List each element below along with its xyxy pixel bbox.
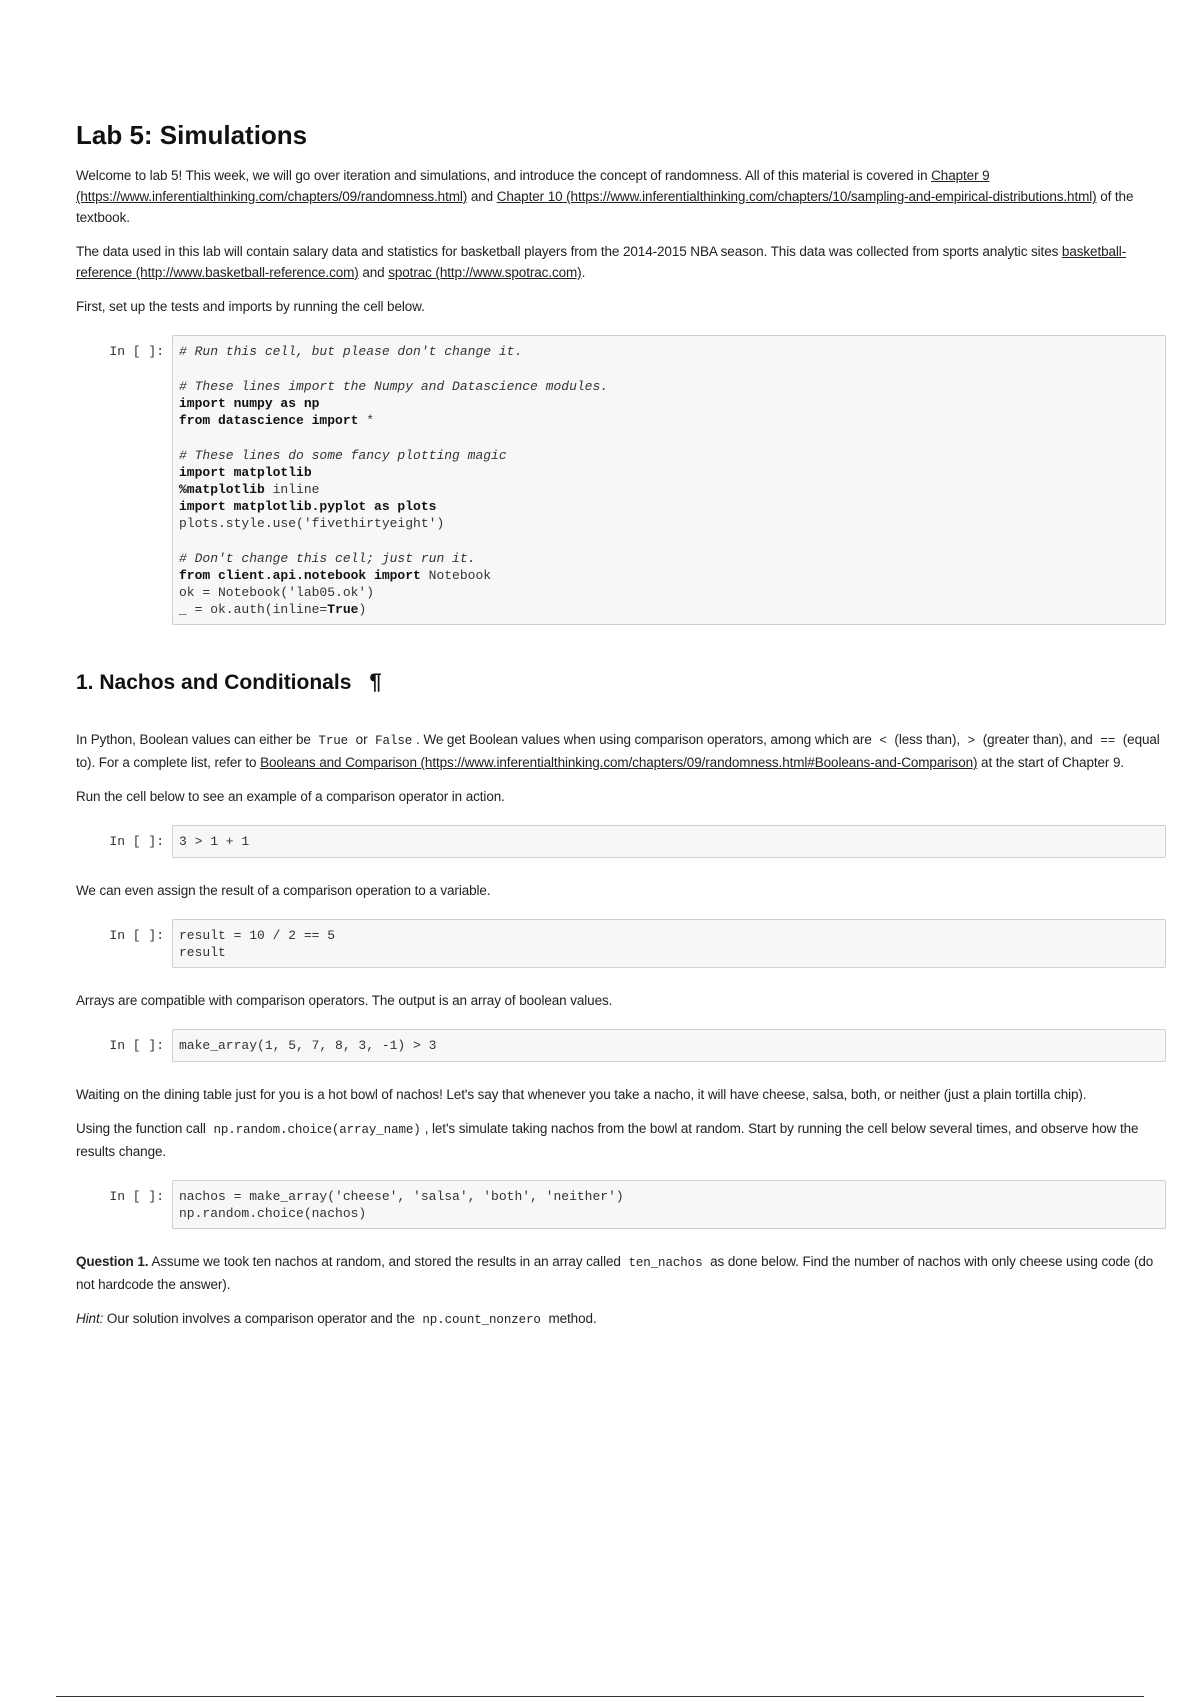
data-text: The data used in this lab will contain salary data and statistics for basketball players from the 2014-2015 NBA season. This data was collected from sports analytic sites bbox=[76, 244, 1062, 259]
code-input[interactable]: 3 > 1 + 1 bbox=[172, 825, 1166, 858]
nachos-paragraph: Waiting on the dining table just for you is a hot bowl of nachos! Let's say that whenever you take a nacho, it will have cheese, salsa, both, or neither (just a plain tortilla chip). bbox=[76, 1087, 1087, 1102]
comparison-code-cell[interactable] bbox=[76, 825, 1166, 858]
spotrac-link[interactable]: spotrac (http://www.spotrac.com) bbox=[388, 265, 582, 280]
page-title: Lab 5: Simulations bbox=[76, 120, 308, 150]
cell-prompt: In [ ]: bbox=[109, 1189, 164, 1204]
code-comment: # Run this cell, but please don't change it. bbox=[179, 344, 523, 359]
hint-paragraph bbox=[76, 1308, 1166, 1331]
intro-text: and bbox=[467, 189, 497, 204]
body-text: method. bbox=[544, 1311, 597, 1326]
code-line: result = 10 / 2 == 5 bbox=[179, 928, 336, 943]
anchor-link-icon[interactable]: ¶ bbox=[369, 669, 382, 694]
code-input[interactable] bbox=[172, 919, 1166, 968]
code-line: import matplotlib bbox=[179, 465, 312, 480]
setup-code-cell[interactable] bbox=[76, 335, 1166, 625]
inline-code: < bbox=[879, 734, 887, 748]
intro-text: Welcome to lab 5! This week, we will go over iteration and simulations, and introduce the concept of randomness. All of this material is covered in bbox=[76, 168, 932, 183]
body-text: (greater than), and bbox=[979, 732, 1097, 747]
question-label: Question 1. bbox=[76, 1254, 149, 1269]
code-input[interactable]: make_array(1, 5, 7, 8, 3, -1) > 3 bbox=[172, 1029, 1166, 1062]
code-line: inline bbox=[264, 482, 320, 497]
booleans-comparison-link[interactable]: Booleans and Comparison (https://www.inferentialthinking.com/chapters/09/randomness.html#Booleans-and-Comparison) bbox=[260, 755, 978, 770]
body-text: (equal to). For a complete list, refer to bbox=[76, 732, 1160, 770]
body-text: as done below. Find the number of nachos with only cheese using code (do not hardcode the answer). bbox=[76, 1254, 1154, 1292]
cell-prompt: In [ ]: bbox=[109, 928, 164, 943]
boolean-paragraph bbox=[76, 729, 1166, 773]
body-text: Our solution involves a comparison operator and the bbox=[103, 1311, 419, 1326]
code-comment: # These lines do some fancy plotting magic bbox=[179, 448, 507, 463]
basketball-reference-link[interactable]: basketball-reference (http://www.basketball-reference.com) bbox=[76, 244, 1127, 280]
arrays-instruction: Arrays are compatible with comparison operators. The output is an array of boolean values. bbox=[76, 993, 613, 1008]
section-heading bbox=[76, 669, 1166, 695]
inline-code: True bbox=[318, 734, 349, 748]
intro-paragraph bbox=[76, 165, 1166, 228]
assign-code-cell[interactable] bbox=[76, 919, 1166, 968]
cell-prompt: In [ ]: bbox=[109, 344, 164, 359]
chapter-9-link[interactable]: Chapter 9 (https://www.inferentialthinking.com/chapters/09/randomness.html) bbox=[76, 168, 990, 204]
code-line: nachos = make_array('cheese', 'salsa', 'both', 'neither') bbox=[179, 1189, 624, 1204]
code-input[interactable] bbox=[172, 1180, 1166, 1229]
inline-code: np.count_nonzero bbox=[422, 1313, 541, 1327]
code-line: %matplotlib bbox=[179, 482, 265, 497]
code-line: * bbox=[358, 413, 375, 428]
inline-code: == bbox=[1100, 734, 1116, 748]
code-comment: # Don't change this cell; just run it. bbox=[179, 551, 476, 566]
code-line: result bbox=[179, 945, 226, 960]
cell-prompt: In [ ]: bbox=[109, 834, 164, 849]
code-line: import matplotlib.pyplot as plots bbox=[179, 499, 437, 514]
chapter-10-link[interactable]: Chapter 10 (https://www.inferentialthinking.com/chapters/10/sampling-and-empirical-distributions.html) bbox=[496, 189, 1097, 204]
data-text: . bbox=[581, 265, 586, 280]
notebook-page bbox=[76, 120, 1166, 1344]
setup-instruction: First, set up the tests and imports by running the cell below. bbox=[76, 299, 425, 314]
body-text: (less than), bbox=[890, 732, 964, 747]
code-line: np.random.choice(nachos) bbox=[179, 1206, 367, 1221]
data-source-paragraph bbox=[76, 241, 1166, 283]
body-text: at the start of Chapter 9. bbox=[977, 755, 1125, 770]
body-text: Assume we took ten nachos at random, and stored the results in an array called bbox=[148, 1254, 625, 1269]
inline-code: np.random.choice(array_name) bbox=[213, 1123, 421, 1137]
inline-code: ten_nachos bbox=[628, 1256, 703, 1270]
code-line: Notebook bbox=[420, 568, 492, 583]
nachos-code-cell[interactable] bbox=[76, 1180, 1166, 1229]
assign-instruction: We can even assign the result of a comparison operation to a variable. bbox=[76, 883, 491, 898]
section-title: 1. Nachos and Conditionals bbox=[76, 671, 352, 694]
body-text: In Python, Boolean values can either be bbox=[76, 732, 315, 747]
code-line: ok = Notebook('lab05.ok') bbox=[179, 585, 375, 600]
body-text: Using the function call bbox=[76, 1121, 210, 1136]
inline-code: False bbox=[375, 734, 413, 748]
code-line: True bbox=[327, 602, 359, 617]
body-text: . We get Boolean values when using comparison operators, among which are bbox=[416, 732, 876, 747]
question-1 bbox=[76, 1251, 1166, 1295]
code-input[interactable] bbox=[172, 335, 1166, 625]
code-line: _ = ok.auth(inline= bbox=[179, 602, 328, 617]
code-line: ) bbox=[358, 602, 367, 617]
inline-code: > bbox=[967, 734, 976, 748]
cell-prompt: In [ ]: bbox=[109, 1038, 164, 1053]
hint-label: Hint: bbox=[76, 1311, 104, 1326]
comparison-instruction: Run the cell below to see an example of a comparison operator in action. bbox=[76, 789, 505, 804]
code-line: plots.style.use('fivethirtyeight') bbox=[179, 516, 445, 531]
code-line: from client.api.notebook import bbox=[179, 568, 421, 583]
page-bottom-rule bbox=[56, 1696, 1144, 1697]
body-text: or bbox=[352, 732, 372, 747]
code-line: import numpy as np bbox=[179, 396, 320, 411]
code-line: from datascience import bbox=[179, 413, 359, 428]
data-text: and bbox=[358, 265, 389, 280]
body-text: , let's simulate taking nachos from the bowl at random. Start by running the cell below several times, and observe how the results change. bbox=[76, 1121, 1139, 1159]
array-code-cell[interactable] bbox=[76, 1029, 1166, 1062]
random-choice-paragraph bbox=[76, 1118, 1166, 1162]
code-comment: # These lines import the Numpy and Datascience modules. bbox=[179, 379, 609, 394]
intro-text: of the textbook. bbox=[76, 189, 1134, 225]
